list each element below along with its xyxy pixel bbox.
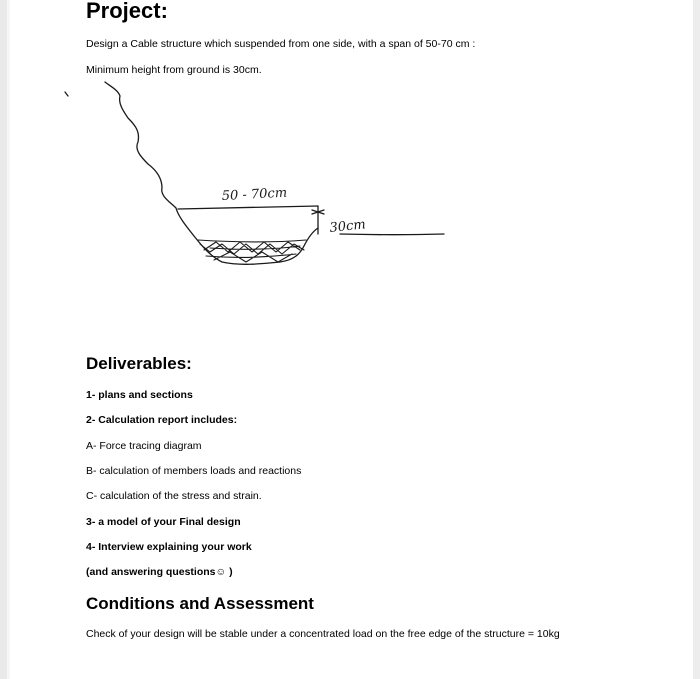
- deliverable-item: 3- a model of your Final design: [86, 516, 241, 528]
- deliverable-item: C- calculation of the stress and strain.: [86, 490, 262, 502]
- cable-net: [198, 240, 306, 262]
- deliverable-item: 1- plans and sections: [86, 389, 193, 401]
- conditions-heading: Conditions and Assessment: [86, 594, 314, 613]
- page-title: Project:: [86, 0, 168, 23]
- support-wall-line: [105, 82, 318, 264]
- deliverable-item: (and answering questions☺ ): [86, 566, 233, 578]
- project-description: Design a Cable structure which suspended from one side, with a span of 50-70 cm :: [86, 38, 476, 50]
- deliverables-heading: Deliverables:: [86, 354, 192, 373]
- span-dimension-line: [178, 206, 318, 209]
- height-label: 30cm: [328, 217, 367, 236]
- deliverable-item: 4- Interview explaining your work: [86, 541, 252, 553]
- deliverable-item: A- Force tracing diagram: [86, 440, 202, 452]
- deliverable-item: B- calculation of members loads and reactions: [86, 465, 302, 477]
- sketch-tick-mark: [65, 92, 68, 96]
- span-label: 50 - 70cm: [221, 185, 288, 204]
- deliverable-item: 2- Calculation report includes:: [86, 414, 238, 426]
- ground-line: [340, 234, 444, 235]
- minimum-height-note: Minimum height from ground is 30cm.: [86, 64, 262, 76]
- conditions-text: Check of your design will be stable under a concentrated load on the free edge of the structure = 10kg: [86, 628, 560, 640]
